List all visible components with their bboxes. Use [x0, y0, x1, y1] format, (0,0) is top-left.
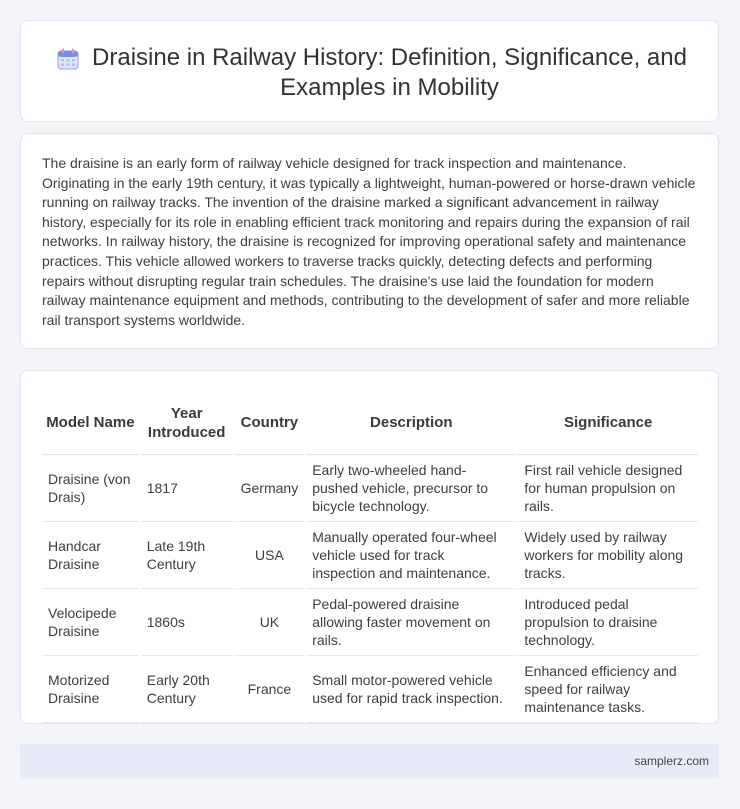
- table-row: [42, 454, 698, 521]
- model-name-cell: Draisine (von Drais): [42, 454, 140, 521]
- page-title: Draisine in Railway History: Definition, Significance, and Examples in Mobility: [92, 44, 687, 101]
- column-header: Model Name: [42, 392, 140, 454]
- year-cell: 1860s: [140, 588, 234, 655]
- intro-paragraph: The draisine is an early form of railway vehicle designed for track inspection and maintenance. Originating in the early 19th century, it was typically a lightweight, human-powered or horse-drawn vehicle running on railway tracks. The invention of the draisine marked a significant advancement in railway history, especially for its role in enabling efficient track monitoring and repairs during the expansion of rail networks. In railway history, the draisine is recognized for improving operational safety and maintenance practices. This vehicle allowed workers to traverse tracks quickly, detecting defects and performing repairs without disrupting regular train schedules. The draisine's use laid the foundation for modern railway maintenance equipment and methods, contributing to the development of safer and more reliable rail transport systems worldwide.: [42, 155, 696, 328]
- model-name-cell: Velocipede Draisine: [42, 588, 140, 655]
- year-cell: Early 20th Century: [140, 655, 234, 722]
- intro-card: [20, 133, 719, 349]
- calendar-icon: [56, 47, 80, 71]
- significance-cell: Widely used by railway workers for mobility along tracks.: [517, 521, 698, 588]
- description-cell: Pedal-powered draisine allowing faster movement on rails.: [305, 588, 517, 655]
- footer-site-link[interactable]: samplerz.com: [634, 754, 709, 768]
- year-cell: Late 19th Century: [140, 521, 234, 588]
- column-header: Country: [234, 392, 306, 454]
- description-cell: Manually operated four-wheel vehicle used for track inspection and maintenance.: [305, 521, 517, 588]
- significance-cell: First rail vehicle designed for human propulsion on rails.: [517, 454, 698, 521]
- country-cell: UK: [234, 588, 306, 655]
- table-row: [42, 588, 698, 655]
- model-name-cell: Motorized Draisine: [42, 655, 140, 722]
- table-card: [20, 370, 719, 724]
- table-header-row: [42, 392, 698, 454]
- model-name-cell: Handcar Draisine: [42, 521, 140, 588]
- models-table: [42, 392, 698, 723]
- description-cell: Early two-wheeled hand-pushed vehicle, precursor to bicycle technology.: [305, 454, 517, 521]
- header-card: [20, 20, 719, 122]
- table-row: [42, 655, 698, 722]
- significance-cell: Introduced pedal propulsion to draisine technology.: [517, 588, 698, 655]
- column-header: Significance: [517, 392, 698, 454]
- column-header: Description: [305, 392, 517, 454]
- country-cell: Germany: [234, 454, 306, 521]
- table-row: [42, 521, 698, 588]
- country-cell: France: [234, 655, 306, 722]
- year-cell: 1817: [140, 454, 234, 521]
- column-header: Year Introduced: [140, 392, 234, 454]
- description-cell: Small motor-powered vehicle used for rapid track inspection.: [305, 655, 517, 722]
- country-cell: USA: [234, 521, 306, 588]
- significance-cell: Enhanced efficiency and speed for railway maintenance tasks.: [517, 655, 698, 722]
- footer-bar: [20, 744, 719, 778]
